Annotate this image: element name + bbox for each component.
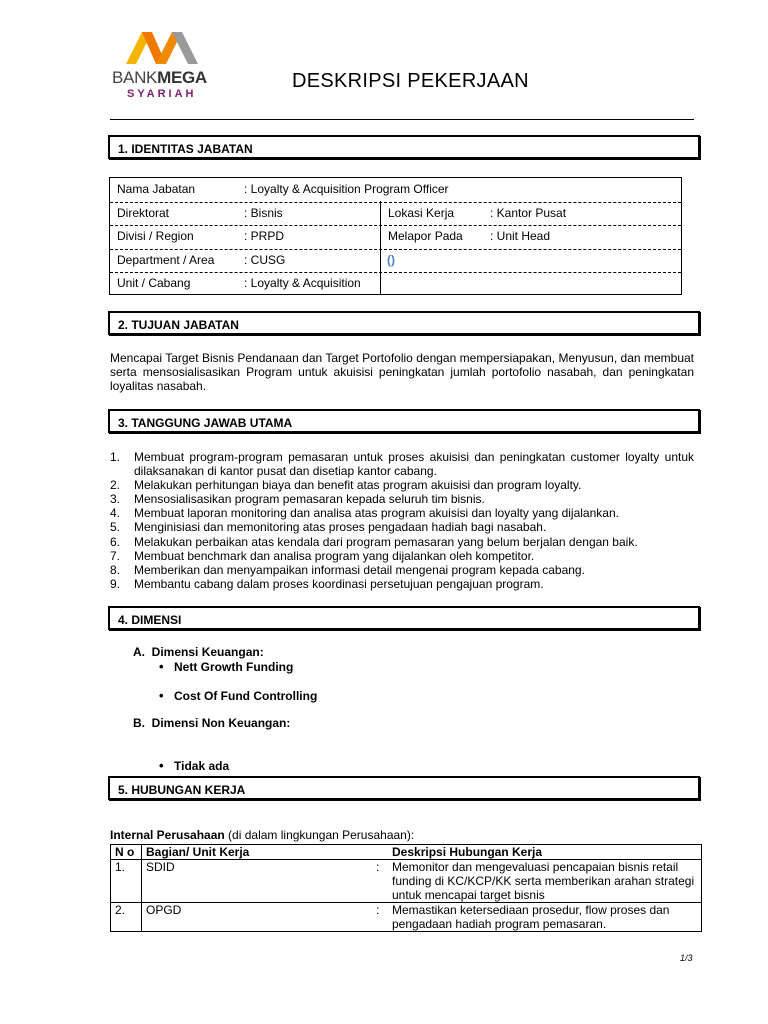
logo-wordmark [112, 68, 207, 88]
section-identitas-jabatan: 1. IDENTITAS JABATAN [108, 135, 700, 159]
blue-placeholder-mark: () [387, 252, 395, 267]
col-desc-header: Deskripsi Hubungan Kerja [388, 845, 702, 860]
identity-row-unit [110, 272, 681, 296]
identity-row-department [110, 249, 681, 274]
identity-row-direktorat [110, 202, 681, 227]
unit-value: : Loyalty & Acquisition [244, 276, 361, 291]
lokasi-value: : Kantor Pusat [490, 205, 567, 220]
list-item: 7. Membuat benchmark dan analisa program yang dijalankan oleh kompetitor. [110, 548, 535, 563]
lokasi-label: Lokasi Kerja [388, 205, 455, 220]
department-value: : CUSG [244, 252, 286, 267]
direktorat-value: : Bisnis [244, 205, 283, 220]
section-hubungan-kerja: 5. HUBUNGAN KERJA [108, 776, 700, 800]
identity-row-nama [110, 178, 681, 203]
section-tujuan-jabatan: 2. TUJUAN JABATAN [108, 311, 700, 335]
identity-row-divisi [110, 225, 681, 250]
table-header-row [111, 845, 702, 860]
direktorat-label: Direktorat [117, 205, 170, 220]
document-title: DESKRIPSI PEKERJAAN [292, 70, 529, 92]
bank-mega-logo-icon [126, 30, 202, 66]
section-dimensi: 4. DIMENSI [108, 606, 700, 630]
dimensi-non-keuangan-item: • Tidak ada [157, 759, 768, 773]
logo-syariah: SYARIAH [127, 88, 197, 100]
dimensi-keuangan-item: • Cost Of Fund Controlling [157, 689, 768, 703]
unit-label: Unit / Cabang [117, 276, 191, 291]
logo-mega: MEGA [157, 68, 207, 87]
table-row: 1. SDID : Memonitor dan mengevaluasi pencapaian bisnis retail funding di KC/KCP/KK serta memberikan arahan strategi untuk mencapai target bisnis [111, 860, 702, 903]
list-item: 9. Membantu cabang dalam proses koordinasi persetujuan pengajuan program. [110, 576, 544, 591]
melapor-label: Melapor Pada [388, 229, 463, 244]
dimensi-non-keuangan-heading: B. Dimensi Non Keuangan: [133, 716, 291, 730]
list-item: 5. Menginisiasi dan memonitoring atas proses pengadaan hadiah bagi nasabah. [110, 520, 547, 535]
nama-label: Nama Jabatan [117, 182, 196, 196]
dimensi-keuangan-item: • Nett Growth Funding [157, 660, 768, 674]
list-item: 1. Membuat program-program pemasaran untuk proses akuisisi dan peningkatan customer loyalty untuk dilaksanakan di kantor pusat dan disetiap kantor cabang. [110, 450, 694, 479]
list-item: 4. Membuat laporan monitoring dan analisa atas program akuisisi dan loyalty yang dijalankan. [110, 506, 619, 521]
tujuan-paragraph: Mencapai Target Bisnis Pendanaan dan Target Portofolio dengan mempersiapakan, Menyusun, dan membuat serta mensosialisasikan Program untuk akuisisi peningkatan jumlah portofolio nasabah, dan peningkatan loyalitas nasabah. [110, 351, 694, 393]
internal-perusahaan-intro: Internal Perusahaan (di dalam lingkungan Perusahaan): [110, 828, 415, 842]
logo-bank: BANK [112, 68, 158, 87]
col-unit-header: Bagian/ Unit Kerja [142, 845, 373, 860]
identity-column-divider [380, 201, 381, 295]
col-sep-header [372, 845, 388, 860]
list-item: 3. Mensosialisasikan program pemasaran kepada seluruh tim bisnis. [110, 492, 485, 507]
list-item: 2. Melakukan perhitungan biaya dan benefit atas program akuisisi dan program loyalty. [110, 478, 582, 493]
identity-table [109, 177, 682, 295]
page-number: 1/3 [680, 953, 693, 963]
tanggung-jawab-list [110, 450, 694, 591]
dimensi-keuangan-heading: A. Dimensi Keuangan: [133, 645, 264, 659]
table-row: 2. OPGD : Memastikan ketersediaan prosedur, flow proses dan pengadaan hadiah program pemasaran. [111, 903, 702, 932]
nama-value: : Loyalty & Acquisition Program Officer [244, 182, 449, 196]
divisi-value: : PRPD [244, 229, 285, 244]
melapor-value: : Unit Head [490, 229, 551, 244]
list-item: 6. Melakukan perbaikan atas kendala dari program pemasaran yang belum berjalan dengan baik. [110, 534, 638, 549]
col-no-header: N o [111, 845, 142, 860]
hubungan-kerja-table [110, 844, 702, 932]
department-label: Department / Area [117, 252, 215, 267]
section-tanggung-jawab: 3. TANGGUNG JAWAB UTAMA [108, 409, 700, 433]
list-item: 8. Memberikan dan menyampaikan informasi detail mengenai program kepada cabang. [110, 562, 585, 577]
divisi-label: Divisi / Region [117, 229, 194, 244]
header-divider [110, 119, 694, 120]
